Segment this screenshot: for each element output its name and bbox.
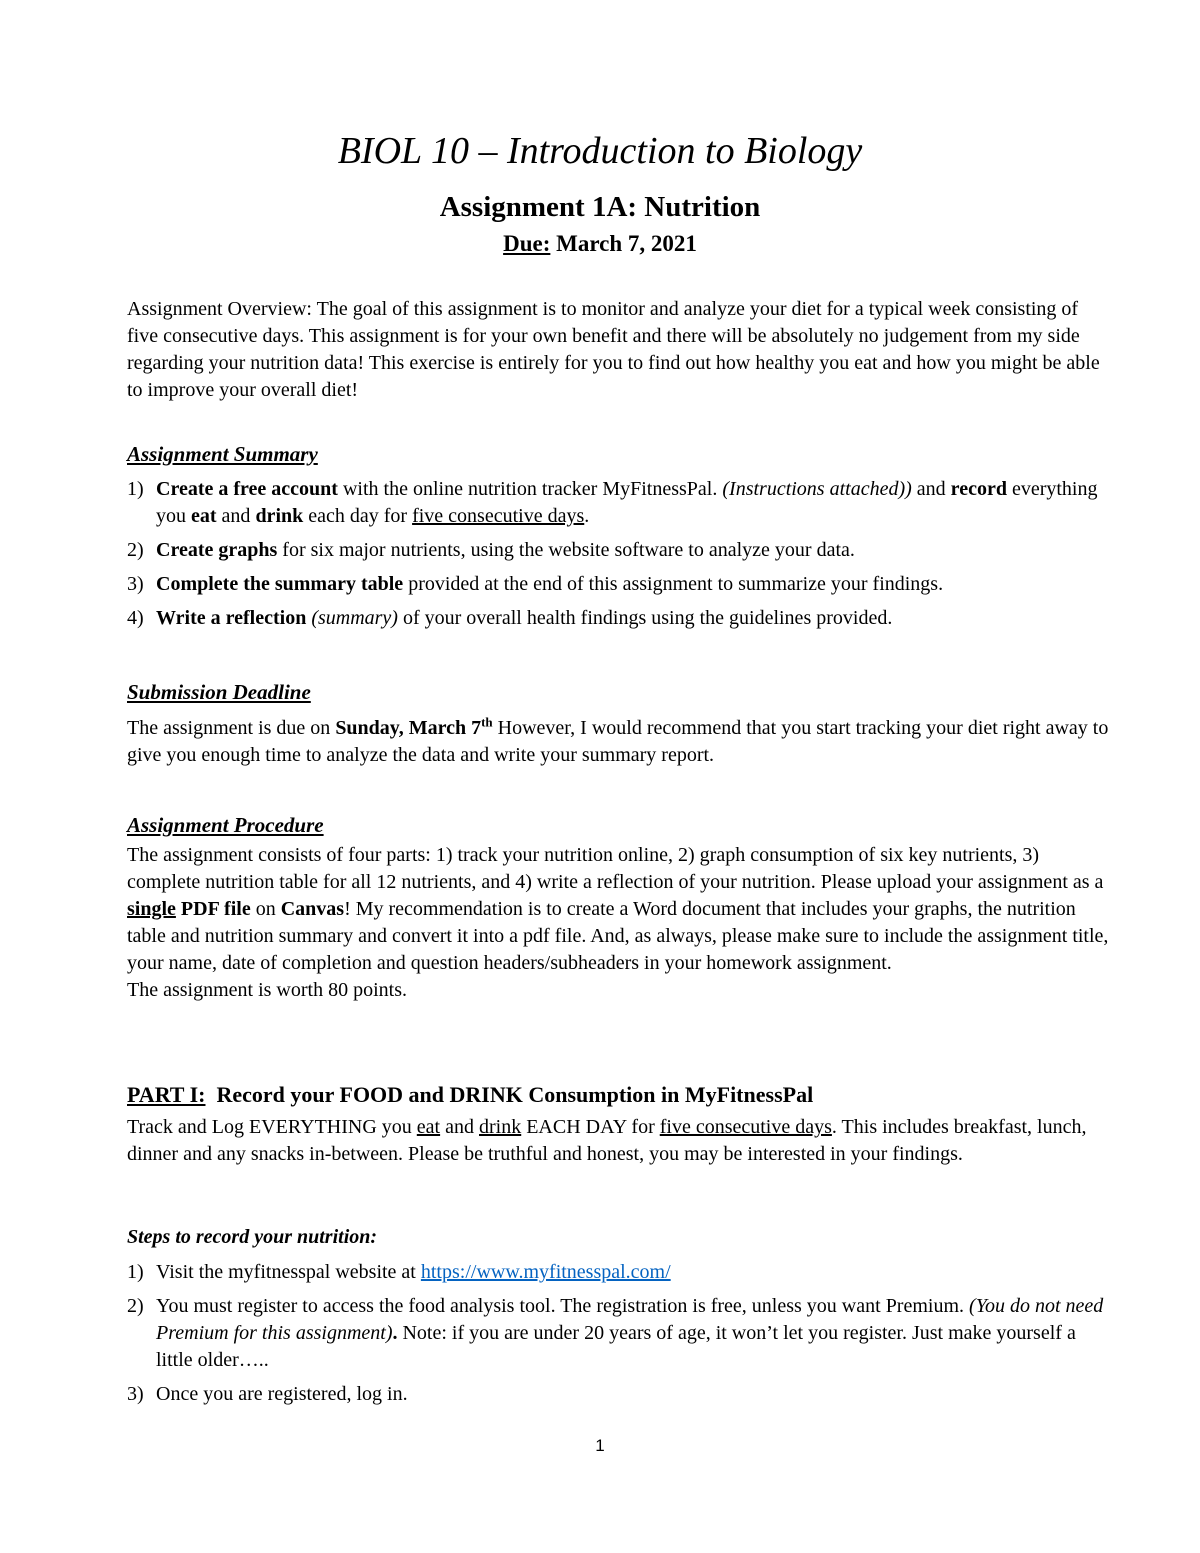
due-date: March 7, 2021 <box>556 231 697 256</box>
summary-section <box>127 440 1112 639</box>
assignment-subtitle: Assignment 1A: Nutrition <box>439 191 761 223</box>
procedure-points: The assignment is worth 80 points. <box>127 979 407 1001</box>
steps-heading: Steps to record your nutrition: <box>127 1226 378 1248</box>
part1-heading: PART I: Record your FOOD and DRINK Consumption in MyFitnessPal <box>127 1082 814 1107</box>
overview-paragraph <box>127 296 1112 404</box>
list-item: 1) Create a free account with the online nutrition tracker MyFitnessPal. (Instructions attached)) and record everything you eat and drink each day for five consecutive days. <box>127 478 1098 527</box>
list-item: 4) Write a reflection (summary) of your overall health findings using the guidelines provided. <box>127 607 893 629</box>
document-title: BIOL 10 – Introduction to Biology <box>337 130 863 172</box>
deadline-heading: Submission Deadline <box>127 680 311 704</box>
part1-section <box>127 1080 1112 1168</box>
steps-list <box>127 1259 1112 1408</box>
deadline-text: The assignment is due on Sunday, March 7th However, I would recommend that you start tracking your diet right away to give you enough time to analyze the data and write your summary report. <box>127 714 1109 766</box>
myfitnesspal-link[interactable]: https://www.myfitnesspal.com/ <box>420 1261 671 1283</box>
steps-section <box>127 1224 1112 1415</box>
page-number: 1 <box>595 1436 605 1455</box>
list-item: 2) You must register to access the food analysis tool. The registration is free, unless you want Premium. (You do not need Premium for this assignment). Note: if you are under 20 years of age, it won’t let you register. Just make yourself a little older….. <box>127 1295 1104 1371</box>
list-item: 1) Visit the myfitnesspal website at https://www.myfitnesspal.com/ <box>127 1261 671 1283</box>
summary-heading: Assignment Summary <box>127 442 318 466</box>
overview-text: Assignment Overview: The goal of this assignment is to monitor and analyze your diet for a typical week consisting of five consecutive days. This assignment is for your own benefit and there will be absolutely no judgement from my side regarding your nutrition data! This exercise is entirely for you to find out how healthy you eat and how you might be able to improve your overall diet! <box>127 298 1100 401</box>
list-item: 3) Complete the summary table provided at the end of this assignment to summarize your findings. <box>127 573 944 595</box>
part1-text: Track and Log EVERYTHING you eat and drink EACH DAY for five consecutive days. This includes breakfast, lunch, dinner and any snacks in-between. Please be truthful and honest, you may be interested in your findings. <box>127 1116 1087 1165</box>
list-item: 3) Once you are registered, log in. <box>127 1383 408 1405</box>
due-label: Due: <box>503 231 551 256</box>
procedure-text: The assignment consists of four parts: 1) track your nutrition online, 2) graph consumption of six key nutrients, 3) complete nutrition table for all 12 nutrients, and 4) write a reflection of your nutrition. Please upload your assignment as a single PDF file on Canvas! My recommendation is to create a Word document that includes your graphs, the nutrition table and nutrition summary and convert it into a pdf file. And, as always, please make sure to include the assignment title, your name, date of completion and question headers/subheaders in your homework assignment. <box>127 844 1109 974</box>
list-item: 2) Create graphs for six major nutrients, using the website software to analyze your data. <box>127 539 855 561</box>
summary-list <box>127 476 1112 632</box>
due-date-line <box>0 229 1200 259</box>
procedure-section <box>127 811 1112 1004</box>
procedure-heading: Assignment Procedure <box>127 813 324 837</box>
deadline-section <box>127 678 1112 769</box>
